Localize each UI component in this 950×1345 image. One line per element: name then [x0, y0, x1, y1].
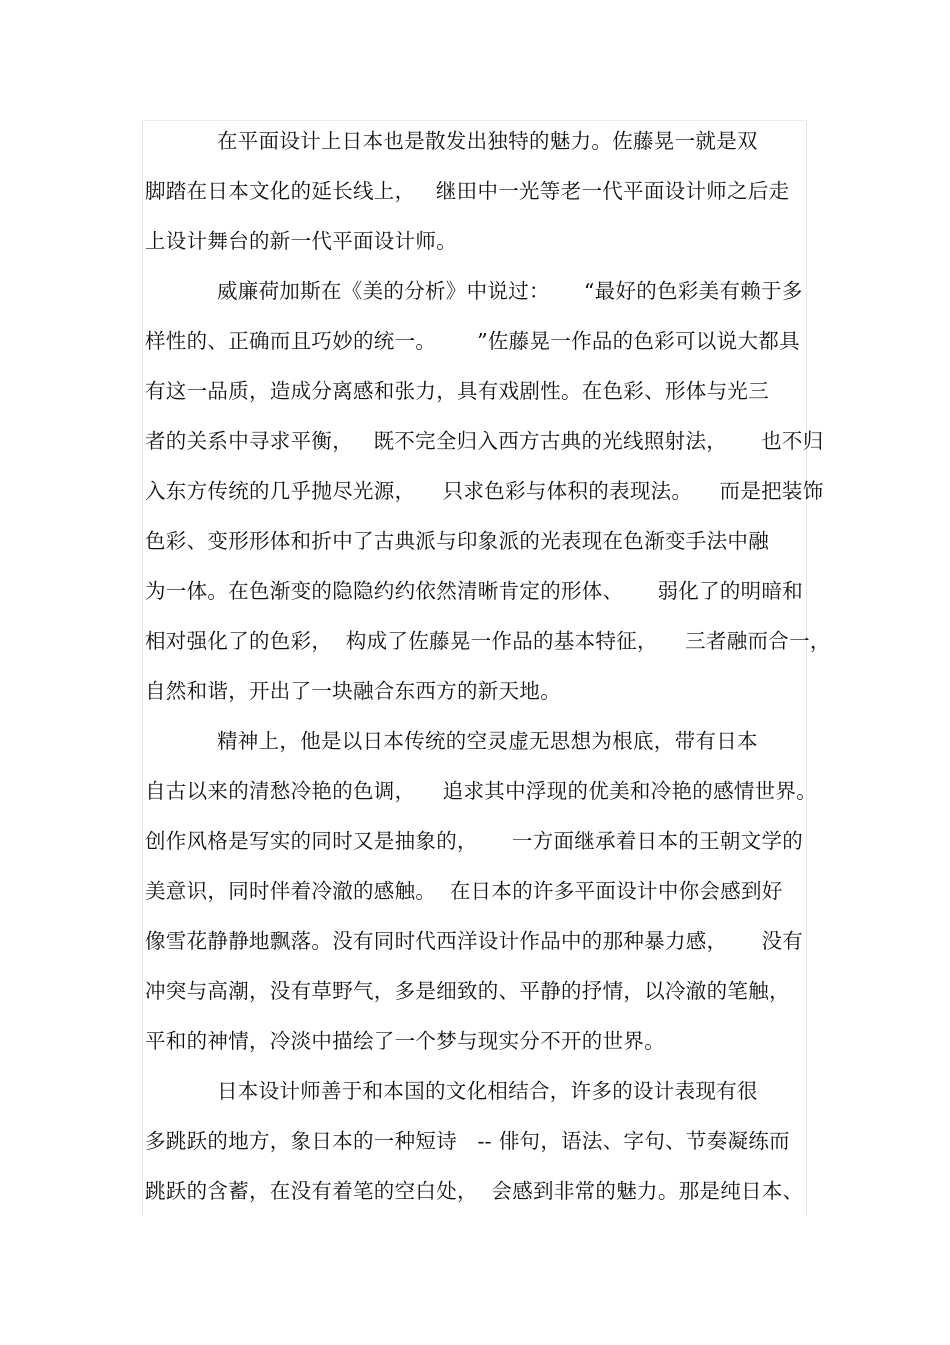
paragraph-line: 相对强化了的色彩， 构成了佐藤晃一作品的基本特征， 三者融而合一， [145, 629, 831, 653]
paragraph-line: 精神上，他是以日本传统的空灵虚无思想为根底，带有日本 [217, 729, 758, 753]
paragraph-line: 样性的、正确而且巧妙的统一。 ”佐藤晃一作品的色彩可以说大都具 [145, 329, 800, 353]
paragraph-line: 创作风格是写实的同时又是抽象的， 一方面继承着日本的王朝文学的 [145, 829, 804, 853]
paragraph-line: 脚踏在日本文化的延长线上， 继田中一光等老一代平面设计师之后走 [145, 179, 790, 203]
paragraph-line: 入东方传统的几乎抛尽光源， 只求色彩与体积的表现法。 而是把装饰 [145, 479, 824, 503]
paragraph-line: 美意识，同时伴着冷澈的感触。 在日本的许多平面设计中你会感到好 [145, 879, 783, 903]
paragraph-line: 日本设计师善于和本国的文化相结合，许多的设计表现有很 [217, 1079, 758, 1103]
paragraph-line: 为一体。在色渐变的隐隐约约依然清晰肯定的形体、 弱化了的明暗和 [145, 579, 804, 603]
paragraph-line: 自然和谐，开出了一块融合东西方的新天地。 [145, 679, 561, 703]
paragraph-line: 在平面设计上日本也是散发出独特的魅力。佐藤晃一就是双 [217, 129, 758, 153]
paragraph-line: 威廉荷加斯在《美的分析》中说过： “最好的色彩美有赖于多 [217, 279, 803, 303]
paragraph-line: 者的关系中寻求平衡， 既不完全归入西方古典的光线照射法， 也不归 [145, 429, 824, 453]
document-body [145, 116, 831, 1216]
paragraph-line: 有这一品质，造成分离感和张力，具有戏剧性。在色彩、形体与光三 [145, 379, 769, 403]
paragraph-line: 上设计舞台的新一代平面设计师。 [145, 229, 457, 253]
paragraph-line: 冲突与高潮，没有草野气，多是细致的、平静的抒情，以冷澈的笔触， [145, 979, 790, 1003]
paragraph-line: 平和的神情，冷淡中描绘了一个梦与现实分不开的世界。 [145, 1029, 665, 1053]
paragraph-line: 像雪花静静地飘落。没有同时代西洋设计作品中的那种暴力感， 没有 [145, 929, 804, 953]
paragraph-line: 跳跃的含蓄，在没有着笔的空白处， 会感到非常的魅力。那是纯日本、 [145, 1179, 804, 1203]
paragraph-line: 自古以来的清愁冷艳的色调， 追求其中浮现的优美和冷艳的感情世界。 [145, 779, 818, 803]
paragraph-line: 色彩、变形形体和折中了古典派与印象派的光表现在色渐变手法中融 [145, 529, 769, 553]
paragraph-line: 多跳跃的地方，象日本的一种短诗 -- 俳句，语法、字句、节奏凝练而 [145, 1129, 790, 1153]
